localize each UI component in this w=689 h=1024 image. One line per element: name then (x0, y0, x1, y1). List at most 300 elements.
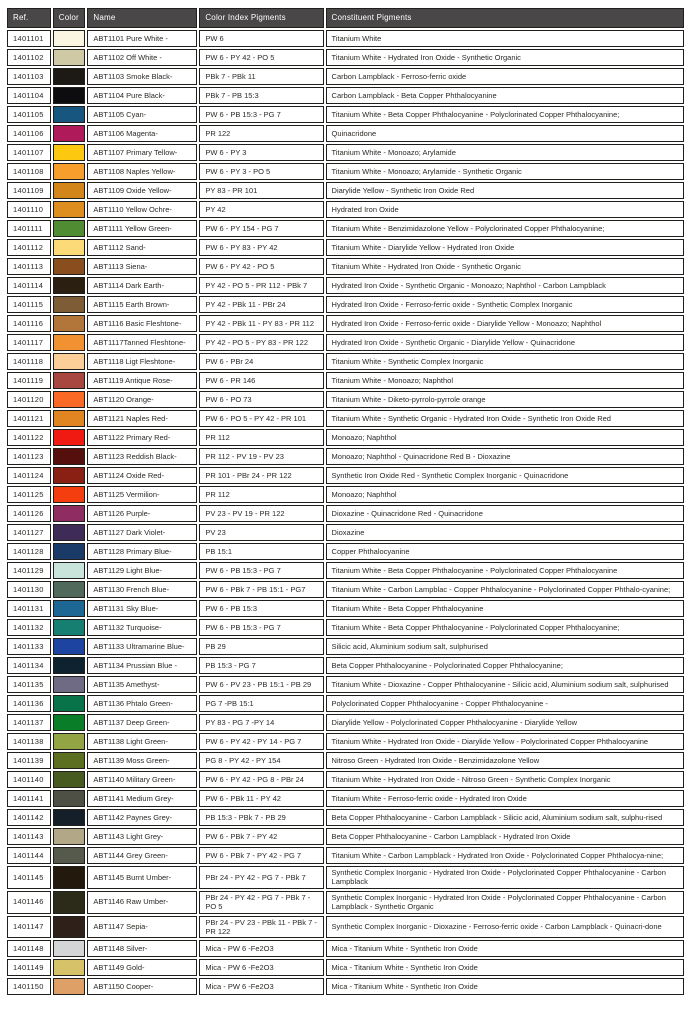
color-index-cell: PV 23 - PV 19 - PR 122 (199, 505, 323, 522)
color-index-cell: PG 8 - PY 42 - PY 154 (199, 752, 323, 769)
constituent-cell: Hydrated Iron Oxide - Synthetic Organic - Monoazo; Naphthol - Carbon Lampblack (326, 277, 684, 294)
name-cell: ABT1102 Off White - (87, 49, 197, 66)
color-swatch (53, 467, 86, 484)
color-swatch (53, 505, 86, 522)
table-row (7, 220, 684, 237)
name-cell: ABT1119 Antique Rose- (87, 372, 197, 389)
constituent-cell: Titanium White - Diketo-pyrrolo-pyrrole orange (326, 391, 684, 408)
ref-cell: 1401131 (7, 600, 51, 617)
name-cell: ABT1134 Prussian Blue - (87, 657, 197, 674)
table-row (7, 828, 684, 845)
ref-cell: 1401133 (7, 638, 51, 655)
name-cell: ABT1110 Yellow Ochre- (87, 201, 197, 218)
color-swatch (53, 410, 86, 427)
constituent-cell: Mica - Titanium White - Synthetic Iron Oxide (326, 978, 684, 995)
table-row (7, 619, 684, 636)
name-cell: ABT1116 Basic Fleshtone- (87, 315, 197, 332)
ref-cell: 1401138 (7, 733, 51, 750)
header-row (7, 8, 684, 28)
ref-cell: 1401150 (7, 978, 51, 995)
color-index-cell: PY 42 (199, 201, 323, 218)
ref-cell: 1401118 (7, 353, 51, 370)
table-row (7, 866, 684, 889)
color-index-cell: PW 6 - PB 15:3 (199, 600, 323, 617)
constituent-cell: Titanium White - Beta Copper Phthalocyanine - Polyclorinated Copper Phthalocyanine; (326, 106, 684, 123)
name-cell: ABT1114 Dark Earth- (87, 277, 197, 294)
table-row (7, 486, 684, 503)
name-cell: ABT1126 Purple- (87, 505, 197, 522)
table-row (7, 752, 684, 769)
color-swatch (53, 277, 86, 294)
color-swatch (53, 619, 86, 636)
table-row (7, 959, 684, 976)
table-row (7, 106, 684, 123)
ref-cell: 1401110 (7, 201, 51, 218)
constituent-cell: Hydrated Iron Oxide - Synthetic Organic - Diarylide Yellow - Quinacridone (326, 334, 684, 351)
name-cell: ABT1150 Cooper- (87, 978, 197, 995)
color-swatch (53, 144, 86, 161)
color-index-cell: PW 6 - PR 146 (199, 372, 323, 389)
color-index-cell: PW 6 - PB 15:3 - PG 7 (199, 619, 323, 636)
ref-cell: 1401135 (7, 676, 51, 693)
ref-cell: 1401108 (7, 163, 51, 180)
color-index-cell: Mica - PW 6 -Fe2O3 (199, 959, 323, 976)
ref-cell: 1401107 (7, 144, 51, 161)
name-cell: ABT1146 Raw Umber- (87, 891, 197, 914)
table-row (7, 847, 684, 864)
constituent-cell: Beta Copper Phthalocyanine - Polyclorinated Copper Phthalocyanine; (326, 657, 684, 674)
name-cell: ABT1115 Earth Brown- (87, 296, 197, 313)
table-row (7, 771, 684, 788)
name-cell: ABT1132 Turquoise- (87, 619, 197, 636)
ref-cell: 1401101 (7, 30, 51, 47)
color-swatch (53, 771, 86, 788)
table-row (7, 543, 684, 560)
color-swatch (53, 866, 86, 889)
constituent-cell: Dioxazine (326, 524, 684, 541)
table-row (7, 68, 684, 85)
ref-cell: 1401121 (7, 410, 51, 427)
name-cell: ABT1147 Sepia- (87, 916, 197, 939)
name-cell: ABT1145 Burnt Umber- (87, 866, 197, 889)
color-index-cell: PB 15:1 (199, 543, 323, 560)
name-cell: ABT1142 Paynes Grey- (87, 809, 197, 826)
constituent-cell: Titanium White - Carbon Lampblack - Hydrated Iron Oxide - Polyclorinated Copper Phthalocya-nine; (326, 847, 684, 864)
ref-cell: 1401114 (7, 277, 51, 294)
ref-cell: 1401105 (7, 106, 51, 123)
ref-cell: 1401103 (7, 68, 51, 85)
color-swatch (53, 891, 86, 914)
color-swatch (53, 296, 86, 313)
color-index-cell: PW 6 - PB 15:3 - PG 7 (199, 106, 323, 123)
table-row (7, 891, 684, 914)
ref-cell: 1401106 (7, 125, 51, 142)
ref-cell: 1401104 (7, 87, 51, 104)
name-cell: ABT1123 Reddish Black- (87, 448, 197, 465)
color-swatch (53, 448, 86, 465)
color-index-cell: PR 122 (199, 125, 323, 142)
name-cell: ABT1122 Primary Red- (87, 429, 197, 446)
table-row (7, 315, 684, 332)
constituent-cell: Titanium White - Ferroso-ferric oxide - Hydrated Iron Oxide (326, 790, 684, 807)
header-name: Name (87, 8, 197, 28)
constituent-cell: Mica - Titanium White - Synthetic Iron Oxide (326, 940, 684, 957)
color-swatch (53, 959, 86, 976)
constituent-cell: Synthetic Iron Oxide Red - Synthetic Complex Inorganic - Quinacridone (326, 467, 684, 484)
ref-cell: 1401113 (7, 258, 51, 275)
table-row (7, 334, 684, 351)
table-row (7, 467, 684, 484)
table-row (7, 429, 684, 446)
name-cell: ABT1143 Light Grey- (87, 828, 197, 845)
color-swatch (53, 657, 86, 674)
constituent-cell: Hydrated Iron Oxide - Ferroso-ferric oxide - Synthetic Complex Inorganic (326, 296, 684, 313)
name-cell: ABT1104 Pure Black- (87, 87, 197, 104)
color-swatch (53, 334, 86, 351)
table-row (7, 239, 684, 256)
color-swatch (53, 87, 86, 104)
ref-cell: 1401145 (7, 866, 51, 889)
color-swatch (53, 940, 86, 957)
constituent-cell: Synthetic Complex Inorganic - Hydrated Iron Oxide - Polyclorinated Copper Phthalocyanine - Carbon Lampblack - Synthetic Organic (326, 891, 684, 914)
color-index-cell: PB 15:3 - PBk 7 - PB 29 (199, 809, 323, 826)
name-cell: ABT1107 Primary Tellow- (87, 144, 197, 161)
table-row (7, 940, 684, 957)
constituent-cell: Quinacridone (326, 125, 684, 142)
name-cell: ABT1124 Oxide Red- (87, 467, 197, 484)
table-row (7, 809, 684, 826)
ref-cell: 1401120 (7, 391, 51, 408)
table-row (7, 733, 684, 750)
constituent-cell: Polyclorinated Copper Phthalocyanine - Copper Phthalocyanine - (326, 695, 684, 712)
constituent-cell: Synthetic Complex Inorganic - Hydrated Iron Oxide - Polyclorinated Copper Phthalocyanine - Carbon Lampblack (326, 866, 684, 889)
color-swatch (53, 201, 86, 218)
color-swatch (53, 353, 86, 370)
table-row (7, 163, 684, 180)
name-cell: ABT1112 Sand- (87, 239, 197, 256)
table-row (7, 505, 684, 522)
color-swatch (53, 752, 86, 769)
color-swatch (53, 809, 86, 826)
ref-cell: 1401125 (7, 486, 51, 503)
color-index-cell: PY 83 - PR 101 (199, 182, 323, 199)
name-cell: ABT1128 Primary Blue- (87, 543, 197, 560)
name-cell: ABT1121 Naples Red- (87, 410, 197, 427)
ref-cell: 1401136 (7, 695, 51, 712)
color-swatch (53, 638, 86, 655)
ref-cell: 1401122 (7, 429, 51, 446)
name-cell: ABT1139 Moss Green- (87, 752, 197, 769)
color-index-cell: PW 6 - PO 5 - PY 42 - PR 101 (199, 410, 323, 427)
name-cell: ABT1131 Sky Blue- (87, 600, 197, 617)
color-swatch (53, 372, 86, 389)
ref-cell: 1401134 (7, 657, 51, 674)
color-index-cell: PW 6 - PY 42 - PG 8 - PBr 24 (199, 771, 323, 788)
ref-cell: 1401102 (7, 49, 51, 66)
name-cell: ABT1120 Orange- (87, 391, 197, 408)
name-cell: ABT1148 Silver- (87, 940, 197, 957)
header-color-index-pigments: Color Index Pigments (199, 8, 323, 28)
color-index-cell: PG 7 -PB 15:1 (199, 695, 323, 712)
color-swatch (53, 562, 86, 579)
ref-cell: 1401147 (7, 916, 51, 939)
name-cell: ABT1138 Light Green- (87, 733, 197, 750)
constituent-cell: Titanium White - Synthetic Complex Inorganic (326, 353, 684, 370)
color-swatch (53, 676, 86, 693)
color-swatch (53, 68, 86, 85)
table-row (7, 562, 684, 579)
name-cell: ABT1105 Cyan- (87, 106, 197, 123)
table-row (7, 258, 684, 275)
table-row (7, 695, 684, 712)
constituent-cell: Titanium White - Beta Copper Phthalocyanine (326, 600, 684, 617)
color-index-cell: PW 6 - PBr 24 (199, 353, 323, 370)
color-swatch (53, 486, 86, 503)
constituent-cell: Diarylide Yellow - Polyclorinated Copper Phthalocyanine - Diarylide Yellow (326, 714, 684, 731)
constituent-cell: Synthetic Complex Inorganic - Dioxazine - Ferroso-ferric oxide - Carbon Lampblack - Quinacri-done (326, 916, 684, 939)
color-index-cell: PW 6 - PY 42 - PY 14 - PG 7 (199, 733, 323, 750)
ref-cell: 1401137 (7, 714, 51, 731)
name-cell: ABT1125 Vermilion- (87, 486, 197, 503)
color-index-cell: PY 42 - PO 5 - PY 83 - PR 122 (199, 334, 323, 351)
color-index-cell: PW 6 (199, 30, 323, 47)
constituent-cell: Titanium White - Diarylide Yellow - Hydrated Iron Oxide (326, 239, 684, 256)
color-swatch (53, 106, 86, 123)
header-color: Color (53, 8, 86, 28)
color-index-cell: PW 6 - PB 15:3 - PG 7 (199, 562, 323, 579)
name-cell: ABT1136 Phtalo Green- (87, 695, 197, 712)
constituent-cell: Beta Copper Phthalocyanine - Carbon Lampblack - Silicic acid, Aluminium sodium salt, sulphu-rised (326, 809, 684, 826)
header-constituent-pigments: Constituent Pigments (326, 8, 684, 28)
color-index-cell: PW 6 - PBk 7 - PY 42 (199, 828, 323, 845)
ref-cell: 1401124 (7, 467, 51, 484)
name-cell: ABT1111 Yellow Green- (87, 220, 197, 237)
color-index-cell: PBr 24 - PV 23 - PBk 11 - PBk 7 - PR 122 (199, 916, 323, 939)
table-row (7, 657, 684, 674)
name-cell: ABT1127 Dark Violet- (87, 524, 197, 541)
color-swatch (53, 714, 86, 731)
color-swatch (53, 581, 86, 598)
color-swatch (53, 600, 86, 617)
constituent-cell: Titanium White - Hydrated Iron Oxide - Synthetic Organic (326, 49, 684, 66)
name-cell: ABT1135 Amethyst- (87, 676, 197, 693)
name-cell: ABT1106 Magenta- (87, 125, 197, 142)
table-row (7, 790, 684, 807)
ref-cell: 1401140 (7, 771, 51, 788)
table-row (7, 978, 684, 995)
name-cell: ABT1133 Ultramarine Blue- (87, 638, 197, 655)
name-cell: ABT1137 Deep Green- (87, 714, 197, 731)
name-cell: ABT1118 Ligt Fleshtone- (87, 353, 197, 370)
color-index-cell: PY 83 - PG 7 -PY 14 (199, 714, 323, 731)
color-swatch (53, 978, 86, 995)
ref-cell: 1401111 (7, 220, 51, 237)
color-swatch (53, 847, 86, 864)
ref-cell: 1401116 (7, 315, 51, 332)
table-row (7, 201, 684, 218)
constituent-cell: Titanium White - Benzimidazolone Yellow - Polyclorinated Copper Phthalocyanine; (326, 220, 684, 237)
table-row (7, 600, 684, 617)
ref-cell: 1401127 (7, 524, 51, 541)
color-swatch (53, 524, 86, 541)
constituent-cell: Hydrated Iron Oxide - Ferroso-ferric oxide - Diarylide Yellow - Monoazo; Naphthol (326, 315, 684, 332)
constituent-cell: Carbon Lampblack - Ferroso-ferric oxide (326, 68, 684, 85)
constituent-cell: Hydrated Iron Oxide (326, 201, 684, 218)
ref-cell: 1401126 (7, 505, 51, 522)
constituent-cell: Diarylide Yellow - Synthetic Iron Oxide Red (326, 182, 684, 199)
table-row (7, 353, 684, 370)
color-index-cell: PW 6 - PY 3 (199, 144, 323, 161)
color-index-cell: PBr 24 - PY 42 - PG 7 - PBk 7 - PO 5 (199, 891, 323, 914)
color-index-cell: Mica - PW 6 -Fe2O3 (199, 978, 323, 995)
constituent-cell: Titanium White (326, 30, 684, 47)
constituent-cell: Titanium White - Carbon Lampblac - Copper Phthalocyanine - Polyclorinated Copper Phthalo-cyanine; (326, 581, 684, 598)
name-cell: ABT1117Tanned Fleshtone- (87, 334, 197, 351)
constituent-cell: Dioxazine - Quinacridone Red - Quinacridone (326, 505, 684, 522)
color-index-cell: PW 6 - PBk 7 - PB 15:1 - PG7 (199, 581, 323, 598)
color-index-cell: PY 42 - PO 5 - PR 112 - PBk 7 (199, 277, 323, 294)
constituent-cell: Monoazo; Naphthol (326, 486, 684, 503)
constituent-cell: Titanium White - Monoazo; Arylamide (326, 144, 684, 161)
constituent-cell: Titanium White - Synthetic Organic - Hydrated Iron Oxide - Synthetic Iron Oxide Red (326, 410, 684, 427)
constituent-cell: Copper Phthalocyanine (326, 543, 684, 560)
ref-cell: 1401119 (7, 372, 51, 389)
color-index-cell: PR 101 - PBr 24 - PR 122 (199, 467, 323, 484)
ref-cell: 1401142 (7, 809, 51, 826)
ref-cell: 1401141 (7, 790, 51, 807)
color-index-cell: PB 15:3 - PG 7 (199, 657, 323, 674)
table-row (7, 182, 684, 199)
table-row (7, 277, 684, 294)
constituent-cell: Beta Copper Phthalocyanine - Carbon Lampblack - Hydrated Iron Oxide (326, 828, 684, 845)
constituent-cell: Monoazo; Naphthol (326, 429, 684, 446)
name-cell: ABT1140 Military Green- (87, 771, 197, 788)
color-index-cell: PBr 24 - PY 42 - PG 7 - PBk 7 (199, 866, 323, 889)
table-row (7, 581, 684, 598)
color-index-cell: PB 29 (199, 638, 323, 655)
constituent-cell: Titanium White - Dioxazine - Copper Phthalocyanine - Silicic acid, Aluminium sodium salt, sulphurised (326, 676, 684, 693)
name-cell: ABT1130 French Blue- (87, 581, 197, 598)
color-swatch (53, 315, 86, 332)
ref-cell: 1401109 (7, 182, 51, 199)
ref-cell: 1401148 (7, 940, 51, 957)
color-swatch (53, 695, 86, 712)
constituent-cell: Titanium White - Beta Copper Phthalocyanine - Polyclorinated Copper Phthalocyanine (326, 562, 684, 579)
constituent-cell: Mica - Titanium White - Synthetic Iron Oxide (326, 959, 684, 976)
table-row (7, 30, 684, 47)
ref-cell: 1401143 (7, 828, 51, 845)
color-index-cell: PW 6 - PBk 7 - PY 42 - PG 7 (199, 847, 323, 864)
color-index-cell: PW 6 - PY 42 - PO 5 (199, 49, 323, 66)
table-header (7, 8, 684, 28)
table-row (7, 49, 684, 66)
table-row (7, 448, 684, 465)
color-swatch (53, 543, 86, 560)
ref-cell: 1401130 (7, 581, 51, 598)
color-index-cell: PW 6 - PY 154 - PG 7 (199, 220, 323, 237)
color-index-cell: PW 6 - PO 73 (199, 391, 323, 408)
ref-cell: 1401112 (7, 239, 51, 256)
constituent-cell: Nitroso Green - Hydrated Iron Oxide - Benzimidazolone Yellow (326, 752, 684, 769)
color-index-cell: Mica - PW 6 -Fe2O3 (199, 940, 323, 957)
color-index-cell: PY 42 - PBk 11 - PBr 24 (199, 296, 323, 313)
color-swatch (53, 239, 86, 256)
constituent-cell: Titanium White - Hydrated Iron Oxide - Synthetic Organic (326, 258, 684, 275)
table-row (7, 714, 684, 731)
name-cell: ABT1109 Oxide Yellow- (87, 182, 197, 199)
color-index-cell: PBk 7 - PBk 11 (199, 68, 323, 85)
table-row (7, 372, 684, 389)
name-cell: ABT1144 Grey Green- (87, 847, 197, 864)
constituent-cell: Titanium White - Monoazo; Arylamide - Synthetic Organic (326, 163, 684, 180)
name-cell: ABT1141 Medium Grey- (87, 790, 197, 807)
table-row (7, 916, 684, 939)
table-row (7, 638, 684, 655)
color-swatch (53, 125, 86, 142)
ref-cell: 1401115 (7, 296, 51, 313)
color-index-cell: PY 42 - PBk 11 - PY 83 - PR 112 (199, 315, 323, 332)
color-index-cell: PW 6 - PV 23 - PB 15:1 - PB 29 (199, 676, 323, 693)
table-body (7, 30, 684, 995)
color-swatch (53, 391, 86, 408)
pigment-color-chart-table (5, 6, 686, 997)
color-swatch (53, 733, 86, 750)
ref-cell: 1401144 (7, 847, 51, 864)
ref-cell: 1401149 (7, 959, 51, 976)
color-swatch (53, 163, 86, 180)
color-swatch (53, 790, 86, 807)
table-row (7, 296, 684, 313)
ref-cell: 1401129 (7, 562, 51, 579)
table-row (7, 676, 684, 693)
color-swatch (53, 828, 86, 845)
ref-cell: 1401132 (7, 619, 51, 636)
color-swatch (53, 916, 86, 939)
name-cell: ABT1101 Pure White - (87, 30, 197, 47)
constituent-cell: Monoazo; Naphthol - Quinacridone Red B - Dioxazine (326, 448, 684, 465)
ref-cell: 1401128 (7, 543, 51, 560)
constituent-cell: Silicic acid, Aluminium sodium salt, sulphurised (326, 638, 684, 655)
ref-cell: 1401117 (7, 334, 51, 351)
color-index-cell: PR 112 - PV 19 - PV 23 (199, 448, 323, 465)
color-index-cell: PW 6 - PBk 11 - PY 42 (199, 790, 323, 807)
table-row (7, 144, 684, 161)
table-row (7, 524, 684, 541)
color-index-cell: PW 6 - PY 83 - PY 42 (199, 239, 323, 256)
color-swatch (53, 429, 86, 446)
constituent-cell: Titanium White - Monoazo; Naphthol (326, 372, 684, 389)
table-row (7, 125, 684, 142)
name-cell: ABT1149 Gold- (87, 959, 197, 976)
name-cell: ABT1103 Smoke Black- (87, 68, 197, 85)
constituent-cell: Carbon Lampblack - Beta Copper Phthalocyanine (326, 87, 684, 104)
color-swatch (53, 182, 86, 199)
color-index-cell: PW 6 - PY 42 - PO 5 (199, 258, 323, 275)
color-index-cell: PR 112 (199, 486, 323, 503)
constituent-cell: Titanium White - Hydrated Iron Oxide - Diarylide Yellow - Polyclorinated Copper Phthalocyanine (326, 733, 684, 750)
color-swatch (53, 258, 86, 275)
color-index-cell: PR 112 (199, 429, 323, 446)
color-swatch (53, 220, 86, 237)
color-index-cell: PBk 7 - PB 15:3 (199, 87, 323, 104)
name-cell: ABT1113 Siena- (87, 258, 197, 275)
ref-cell: 1401139 (7, 752, 51, 769)
table-row (7, 391, 684, 408)
ref-cell: 1401123 (7, 448, 51, 465)
name-cell: ABT1108 Naples Yellow- (87, 163, 197, 180)
color-swatch (53, 30, 86, 47)
constituent-cell: Titanium White - Hydrated Iron Oxide - Nitroso Green - Synthetic Complex Inorganic (326, 771, 684, 788)
